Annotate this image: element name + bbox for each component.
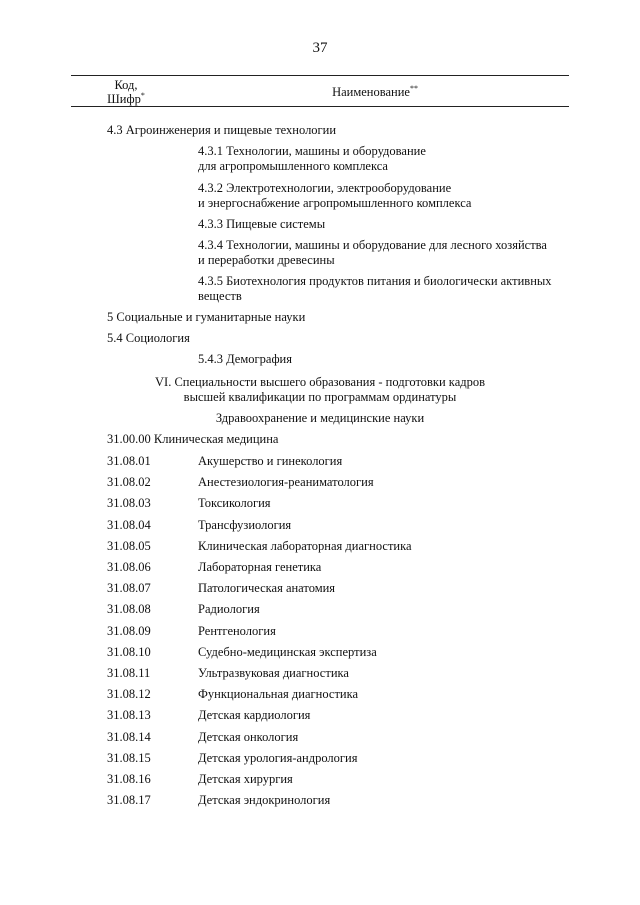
subsection-4-3-5-line1: 4.3.5 Биотехнология продуктов питания и биологически активных [198,274,552,288]
column-header-code [90,78,162,106]
specialty-code: 31.08.13 [107,708,151,722]
column-header-name-text: Наименование [332,85,410,99]
specialty-name: Детская хирургия [198,772,293,786]
specialty-name: Патологическая анатомия [198,581,336,595]
part-vi-title-line2: высшей квалификации по программам ординатуры [183,390,457,404]
column-header-code-line1: Код, [114,78,138,92]
specialty-name: Детская урология-андрология [198,751,358,765]
column-header-code-text: Шифр [107,92,141,106]
subsection-4-3-1-line1: 4.3.1 Технологии, машины и оборудование [198,144,426,158]
subsection-5-4-3: 5.4.3 Демография [198,352,292,366]
specialty-name: Судебно-медицинская экспертиза [198,645,377,659]
specialty-code: 31.08.11 [107,666,151,680]
subsection-4-3-3: 4.3.3 Пищевые системы [198,217,326,231]
specialty-code: 31.08.08 [107,602,151,616]
specialty-name: Акушерство и гинекология [198,454,343,468]
part-vi-title-line1: VI. Специальности высшего образования - подготовки кадров [155,375,485,389]
subsection-4-3-4-line1: 4.3.4 Технологии, машины и оборудование для лесного хозяйства [198,238,547,252]
table-header-bottom-rule [71,106,569,107]
footnote-mark: * [140,90,145,100]
specialty-code: 31.08.12 [107,687,151,701]
specialty-name: Детская кардиология [198,708,311,722]
specialty-name: Ультразвуковая диагностика [198,666,349,680]
footnote-mark: ** [409,83,418,93]
page-number: 37 [312,40,328,56]
specialty-code: 31.08.03 [107,496,151,510]
specialty-code: 31.08.04 [107,518,151,532]
specialty-name: Функциональная диагностика [198,687,359,701]
specialty-code: 31.08.06 [107,560,151,574]
section-5-4-title: 5.4 Социология [107,331,190,345]
column-header-name [250,85,500,100]
specialty-name: Клиническая лабораторная диагностика [198,539,412,553]
specialty-code: 31.08.14 [107,730,151,744]
subsection-4-3-2-line1: 4.3.2 Электротехнологии, электрооборудование [198,181,452,195]
specialty-code: 31.08.07 [107,581,151,595]
specialty-code: 31.08.16 [107,772,151,786]
specialty-name: Детская эндокринология [198,793,331,807]
specialty-code: 31.08.09 [107,624,151,638]
specialty-group-title: 31.00.00 Клиническая медицина [107,432,279,446]
specialty-name: Радиология [198,602,260,616]
specialty-code: 31.08.05 [107,539,151,553]
specialty-code: 31.08.02 [107,475,151,489]
specialty-code: 31.08.15 [107,751,151,765]
specialty-name: Анестезиология-реаниматология [198,475,374,489]
section-4-3-title: 4.3 Агроинженерия и пищевые технологии [107,123,337,137]
specialty-code: 31.08.01 [107,454,151,468]
specialty-name: Трансфузиология [198,518,292,532]
specialty-name: Рентгенология [198,624,276,638]
specialty-name: Детская онкология [198,730,299,744]
specialty-name: Токсикология [198,496,271,510]
table-header-top-rule [71,75,569,76]
subsection-4-3-1-line2: для агропромышленного комплекса [198,159,388,173]
specialty-name: Лабораторная генетика [198,560,322,574]
column-header-code-line2 [90,92,162,106]
specialty-code: 31.08.10 [107,645,151,659]
subsection-4-3-5-line2: веществ [198,289,242,303]
part-vi-subtitle: Здравоохранение и медицинские науки [215,411,425,425]
specialty-code: 31.08.17 [107,793,151,807]
subsection-4-3-4-line2: и переработки древесины [198,253,335,267]
section-5-title: 5 Социальные и гуманитарные науки [107,310,306,324]
subsection-4-3-2-line2: и энергоснабжение агропромышленного комплекса [198,196,472,210]
